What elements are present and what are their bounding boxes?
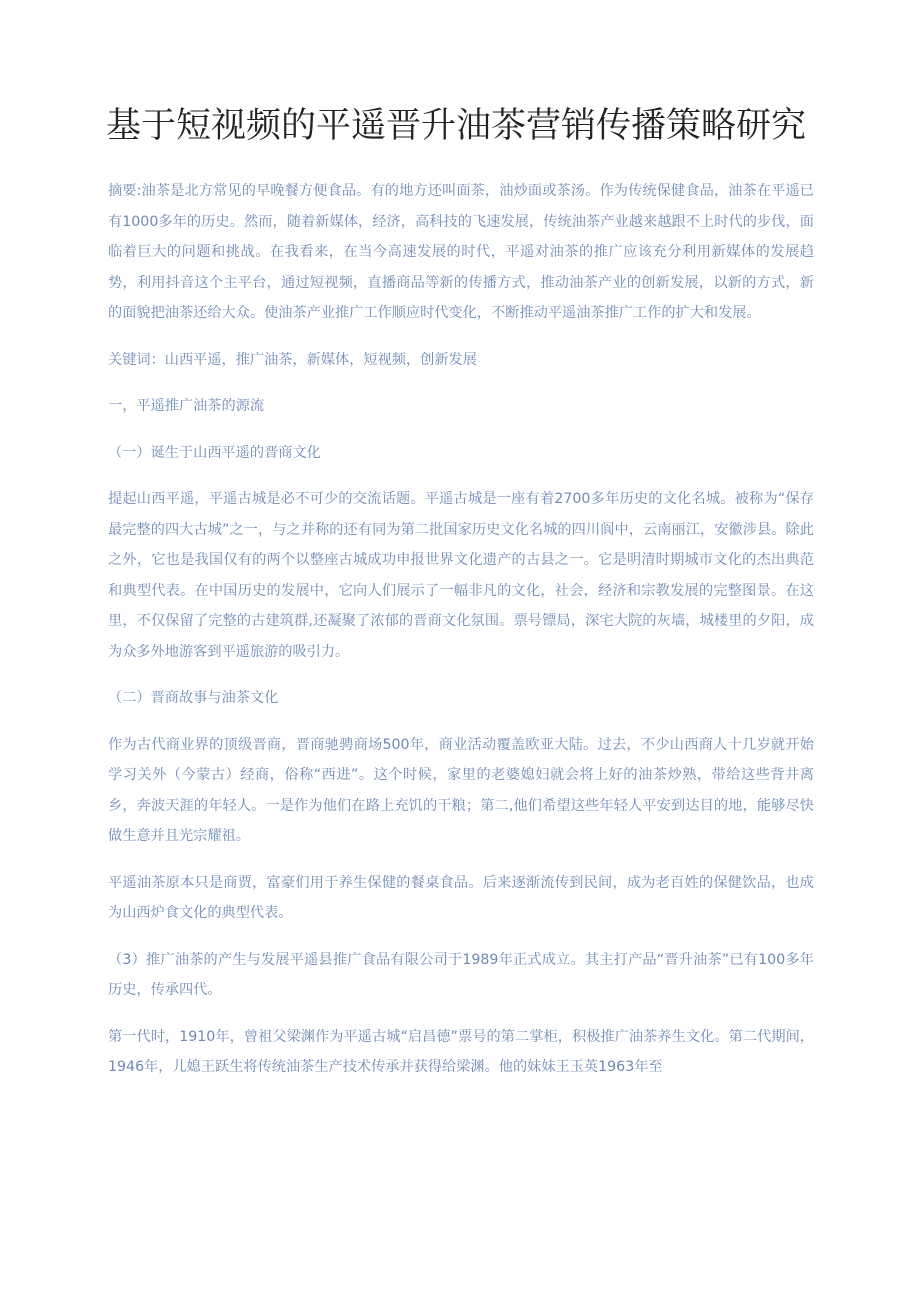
subsection-1-paragraph: 提起山西平遥，平遥古城是必不可少的交流话题。平遥古城是一座有着2700多年历史的文化名城。被称为“保存最完整的四大古城”之一，与之并称的还有同为第二批国家历史文化名城的四川阆中，云南丽江，安徽涉县。除此之外，它也是我国仅有的两个以整座古城成功申报世界文化遗产的古县之一。它是明清时期城市文化的杰出典范和典型代表。在中国历史的发展中，它向人们展示了一幅非凡的文化，社会，经济和宗教发展的完整图景。在这里，不仅保留了完整的古建筑群,还凝聚了浓郁的晋商文化氛围。票号镖局，深宅大院的灰墙，城楼里的夕阳，成为众多外地游客到平遥旅游的吸引力。 <box>108 491 814 660</box>
subsection-2-paragraph-1: 作为古代商业界的顶级晋商，晋商驰骋商场500年，商业活动覆盖欧亚大陆。过去，不少山西商人十几岁就开始学习关外（今蒙古）经商，俗称“西进”。这个时候，家里的老婆媳妇就会将上好的油茶炒熟，带给这些背井离乡，奔波天涯的年轻人。一是作为他们在路上充饥的干粮；第二,他们希望这些年轻人平安到达目的地，能够尽快做生意并且光宗耀祖。 <box>108 736 814 844</box>
abstract-paragraph: 摘要:油茶是北方常见的早晚餐方便食品。有的地方还叫面茶，油炒面或茶汤。作为传统保健食品，油茶在平遥已有1000多年的历史。然而，随着新媒体，经济，高科技的飞速发展，传统油茶产业越来越跟不上时代的步伐，面临着巨大的问题和挑战。在我看来，在当今高速发展的时代，平遥对油茶的推广应该充分利用新媒体的发展趋势，利用抖音这个主平台，通过短视频，直播商品等新的传播方式，推动油茶产业的创新发展，以新的方式，新的面貌把油茶还给大众。使油茶产业推广工作顺应时代变化，不断推动平遥油茶推广工作的扩大和发展。 <box>108 183 814 321</box>
section-heading-1: 一，平遥推广油茶的源流 <box>108 398 265 414</box>
subsection-2-paragraph-2: 平遥油茶原本只是商贾，富豪们用于养生保健的餐桌食品。后来逐渐流传到民间，成为老百姓的保健饮品，也成为山西炉食文化的典型代表。 <box>108 874 814 921</box>
document-title: 基于短视频的平遥晋升油茶营销传播策略研究 <box>106 106 807 146</box>
subsection-heading-2: （二）晋商故事与油茶文化 <box>108 690 279 706</box>
document-body <box>108 176 814 1083</box>
subsection-heading-1: （一）诞生于山西平遥的晋商文化 <box>108 444 321 461</box>
keywords-line: 关键词：山西平遥，推广油茶，新媒体，短视频，创新发展 <box>108 351 477 368</box>
subsection-3-paragraph-1: （3）推广油茶的产生与发展平遥县推广食品有限公司于1989年正式成立。其主打产品“晋升油茶”已有100多年历史，传承四代。 <box>108 951 814 998</box>
subsection-3-paragraph-2: 第一代时，1910年，曾祖父梁渊作为平遥古城“启昌德”票号的第二掌柜，积极推广油茶养生文化。第二代期间，1946年，儿媳王跃生将传统油茶生产技术传承并获得给梁渊。他的妹妹王玉英1963年至 <box>108 1028 814 1075</box>
